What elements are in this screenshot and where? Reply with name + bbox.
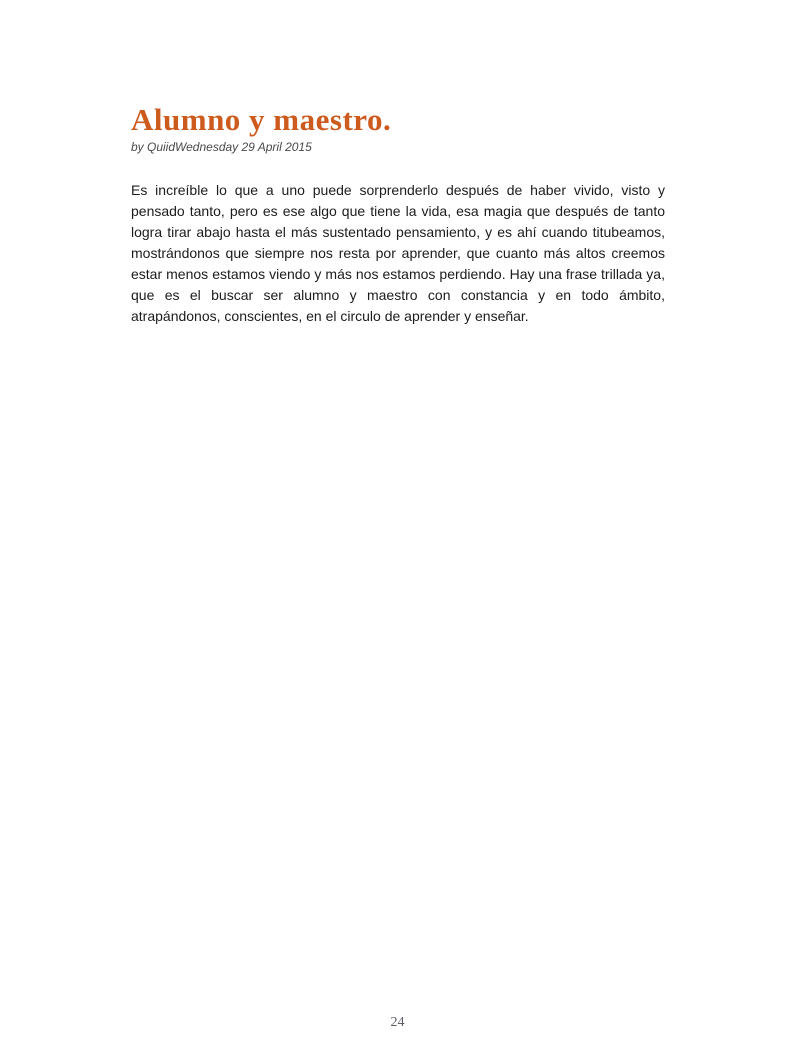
article-title: Alumno y maestro.: [131, 102, 392, 137]
article: [131, 103, 665, 341]
page-number: 24: [390, 1015, 405, 1030]
article-body-paragraph: Es increíble lo que a uno puede sorprenderlo después de haber vivido, visto y pensado tanto, pero es ese algo que tiene la vida, esa magia que después de tanto logra tirar abajo hasta el más sustentado pensamiento, y es ahí cuando titubeamos, mostrándonos que siempre nos resta por aprender, que cuanto más altos creemos estar menos estamos viendo y más nos estamos perdiendo. Hay una frase trillada ya, que es el buscar ser alumno y maestro con constancia y en todo ámbito, atrapándonos, conscientes, en el circulo de aprender y enseñar.: [131, 182, 665, 324]
article-byline: by QuiidWednesday 29 April 2015: [131, 140, 312, 154]
